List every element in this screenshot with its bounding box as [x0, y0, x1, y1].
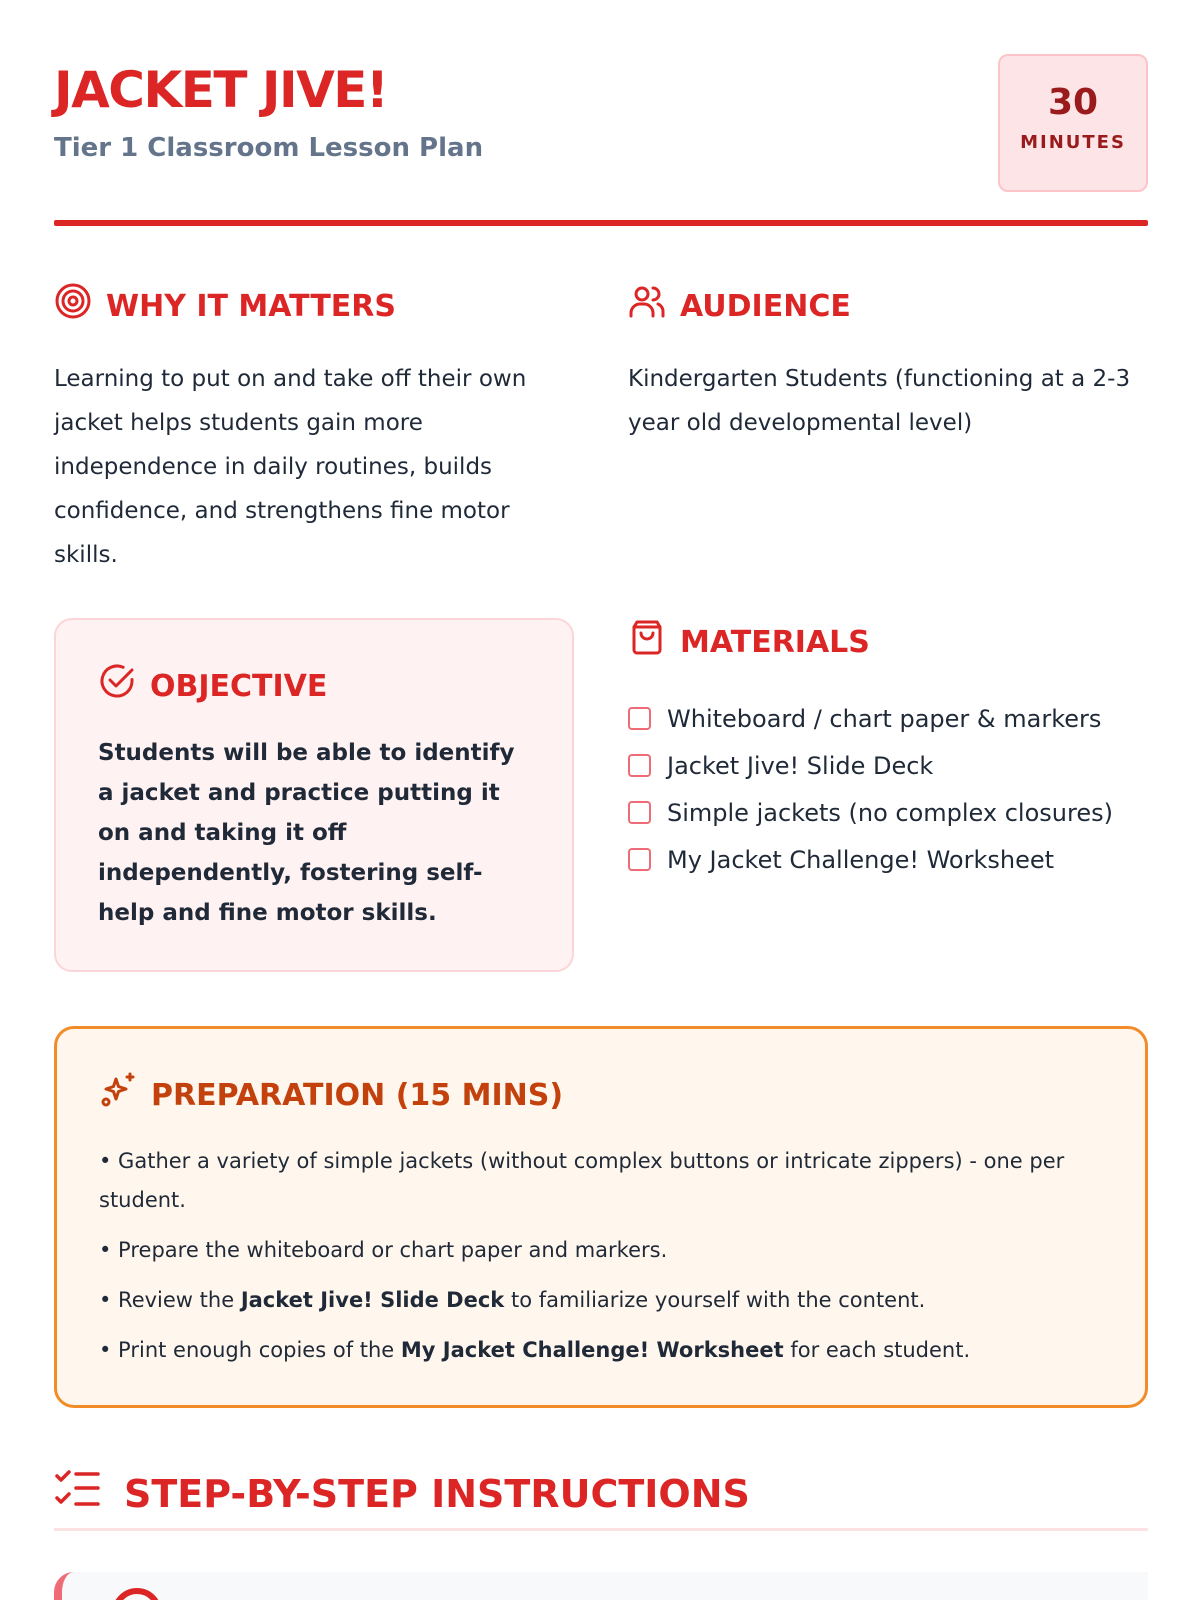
materials-section — [628, 618, 1148, 883]
objective-text: Students will be able to identify a jacket and practice putting it on and taking it off independently, fostering self-help and fine motor skills. — [98, 740, 515, 926]
steps-heading — [54, 1468, 1148, 1519]
preparation-item-text: • Review the — [99, 1288, 241, 1312]
steps-title: STEP-BY-STEP INSTRUCTIONS — [124, 1471, 750, 1516]
preparation-item — [99, 1142, 1103, 1220]
why-it-matters-text: Learning to put on and take off their own jacket helps students gain more independence in daily routines, builds confidence, and strengthens fine motor skills. — [54, 366, 527, 568]
audience-heading — [628, 282, 1148, 331]
preparation-list — [99, 1142, 1103, 1370]
duration-value: 30 — [1047, 82, 1099, 123]
duration-unit: MINUTES — [1020, 132, 1126, 153]
preparation-item — [99, 1281, 1103, 1320]
check-circle-icon — [98, 662, 136, 711]
preparation-item-text: for each student. — [783, 1338, 971, 1362]
step-card — [54, 1572, 1148, 1600]
shopping-bag-icon — [628, 618, 666, 667]
materials-item[interactable] — [628, 695, 1148, 742]
steps-divider — [54, 1528, 1148, 1531]
why-it-matters-title: WHY IT MATTERS — [106, 288, 396, 324]
step-number-badge — [112, 1588, 162, 1600]
materials-item-label: My Jacket Challenge! Worksheet — [667, 845, 1055, 874]
preparation-card — [54, 1026, 1148, 1408]
lesson-title: JACKET JIVE! — [54, 61, 388, 119]
materials-item-label: Simple jackets (no complex closures) — [667, 798, 1113, 827]
objective-heading — [98, 662, 530, 711]
preparation-item-bold: My Jacket Challenge! Worksheet — [400, 1338, 784, 1362]
steps-section — [54, 1468, 1148, 1519]
list-checks-icon — [54, 1468, 102, 1519]
duration-badge — [998, 54, 1148, 192]
materials-title: MATERIALS — [680, 624, 870, 660]
materials-list — [628, 695, 1148, 883]
why-it-matters-section — [54, 282, 564, 577]
preparation-item-text: • Prepare the whiteboard or chart paper and markers. — [99, 1238, 668, 1262]
users-icon — [628, 282, 666, 331]
preparation-item — [99, 1231, 1103, 1270]
lesson-subtitle: Tier 1 Classroom Lesson Plan — [54, 133, 484, 163]
preparation-item — [99, 1331, 1103, 1370]
objective-card — [54, 618, 574, 972]
sparkles-icon — [99, 1071, 137, 1120]
preparation-heading — [99, 1071, 1103, 1120]
materials-item[interactable] — [628, 789, 1148, 836]
materials-item[interactable] — [628, 742, 1148, 789]
audience-section — [628, 282, 1148, 445]
lesson-header — [54, 52, 1148, 230]
header-divider — [54, 220, 1148, 226]
preparation-item-text: • Gather a variety of simple jackets (without complex buttons or intricate zippers) - one per student. — [99, 1149, 1065, 1212]
audience-text: Kindergarten Students (functioning at a 2-3 year old developmental level) — [628, 366, 1131, 436]
target-icon — [54, 282, 92, 331]
checkbox[interactable] — [628, 801, 651, 824]
preparation-item-text: • Print enough copies of the — [99, 1338, 401, 1362]
checkbox[interactable] — [628, 754, 651, 777]
materials-item[interactable] — [628, 836, 1148, 883]
materials-item-label: Whiteboard / chart paper & markers — [667, 704, 1102, 733]
why-it-matters-heading — [54, 282, 564, 331]
preparation-item-bold: Jacket Jive! Slide Deck — [240, 1288, 505, 1312]
objective-title: OBJECTIVE — [150, 668, 328, 704]
preparation-item-text: to familiarize yourself with the content. — [504, 1288, 926, 1312]
preparation-title: PREPARATION (15 MINS) — [151, 1077, 564, 1113]
audience-title: AUDIENCE — [680, 288, 851, 324]
checkbox[interactable] — [628, 707, 651, 730]
materials-item-label: Jacket Jive! Slide Deck — [667, 751, 934, 780]
checkbox[interactable] — [628, 848, 651, 871]
materials-heading — [628, 618, 1148, 667]
